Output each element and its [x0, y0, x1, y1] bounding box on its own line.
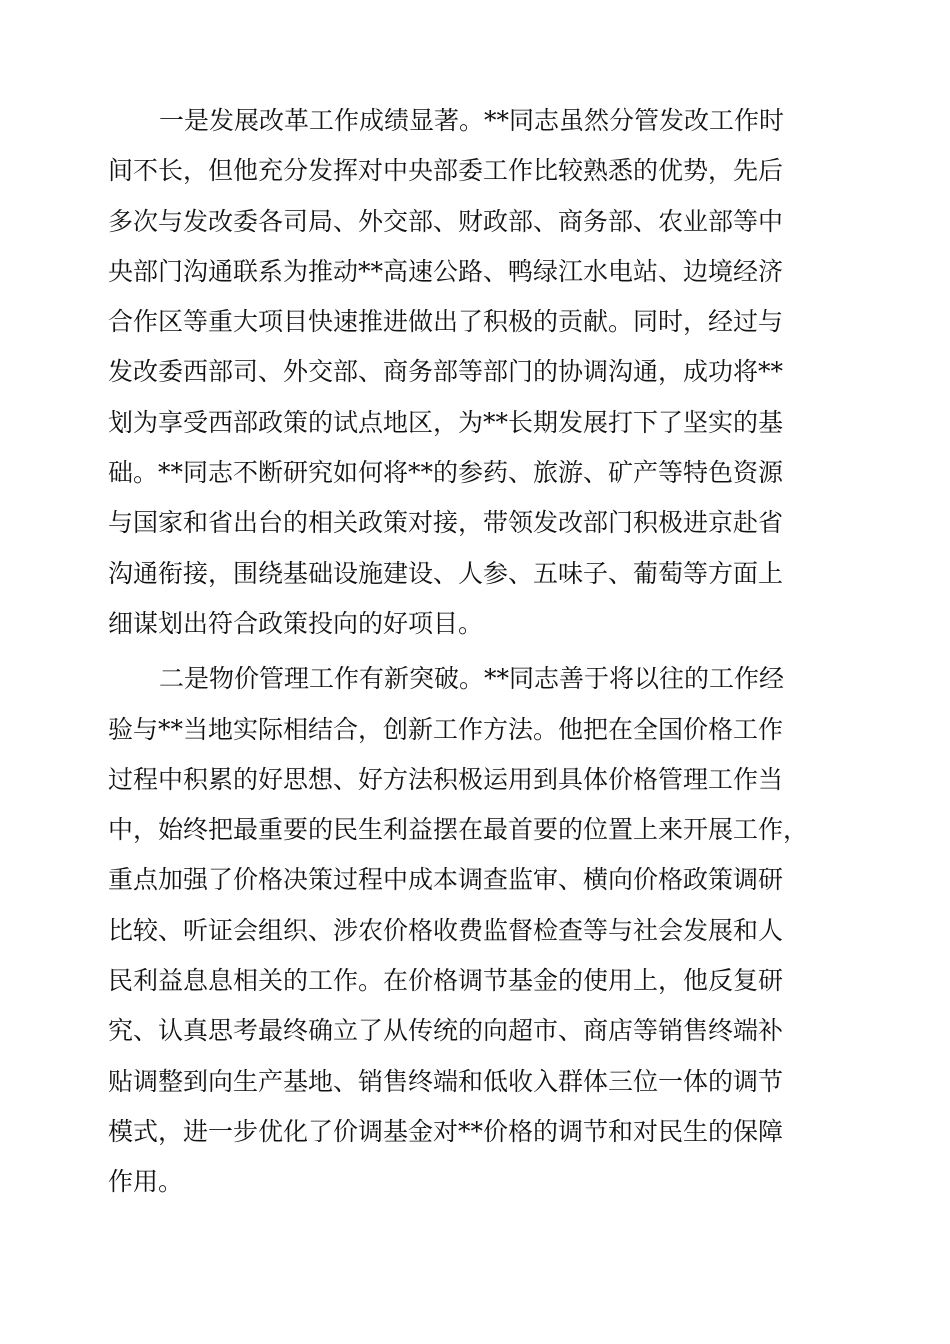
paragraph-line: 中，始终把最重要的民生利益摆在最首要的位置上来开展工作， — [108, 815, 809, 845]
paragraph-line: 央部门沟通联系为推动**高速公路、鸭绿江水电站、边境经济 — [108, 256, 784, 286]
paragraph-line: 划为享受西部政策的试点地区，为**长期发展打下了坚实的基 — [108, 407, 784, 437]
paragraph-line: 贴调整到向生产基地、销售终端和低收入群体三位一体的调节 — [108, 1066, 784, 1096]
paragraph-1 — [108, 96, 808, 649]
paragraph-line: 验与**当地实际相结合，创新工作方法。他把在全国价格工作 — [108, 714, 784, 744]
paragraph-line: 过程中积累的好思想、好方法积极运用到具体价格管理工作当 — [108, 764, 784, 794]
paragraph-line: 础。**同志不断研究如何将**的参药、旅游、矿产等特色资源 — [108, 458, 784, 488]
paragraph-line: 比较、听证会组织、涉农价格收费监督检查等与社会发展和人 — [108, 915, 784, 945]
paragraph-line: 沟通衔接，围绕基础设施建设、人参、五味子、葡萄等方面上 — [108, 558, 784, 588]
paragraph-line: 作用。 — [108, 1167, 184, 1197]
document-body — [108, 96, 808, 1208]
paragraph-2 — [108, 654, 808, 1207]
paragraph-line: 模式，进一步优化了价调基金对**价格的调节和对民生的保障 — [108, 1116, 784, 1146]
paragraph-line: 多次与发改委各司局、外交部、财政部、商务部、农业部等中 — [108, 206, 784, 236]
paragraph-line: 与国家和省出台的相关政策对接，带领发改部门积极进京赴省 — [108, 508, 784, 538]
paragraph-line: 重点加强了价格决策过程中成本调查监审、横向价格政策调研 — [108, 865, 784, 895]
paragraph-line: 二是物价管理工作有新突破。**同志善于将以往的工作经 — [159, 664, 785, 694]
paragraph-line: 一是发展改革工作成绩显著。**同志虽然分管发改工作时 — [159, 106, 785, 135]
paragraph-line: 细谋划出符合政策投向的好项目。 — [108, 608, 484, 638]
paragraph-line: 究、认真思考最终确立了从传统的向超市、商店等销售终端补 — [108, 1016, 784, 1046]
paragraph-line: 间不长，但他充分发挥对中央部委工作比较熟悉的优势，先后 — [108, 156, 784, 186]
paragraph-line: 发改委西部司、外交部、商务部等部门的协调沟通，成功将** — [108, 357, 784, 387]
paragraph-line: 民利益息息相关的工作。在价格调节基金的使用上，他反复研 — [108, 966, 784, 996]
paragraph-line: 合作区等重大项目快速推进做出了积极的贡献。同时，经过与 — [108, 307, 784, 337]
